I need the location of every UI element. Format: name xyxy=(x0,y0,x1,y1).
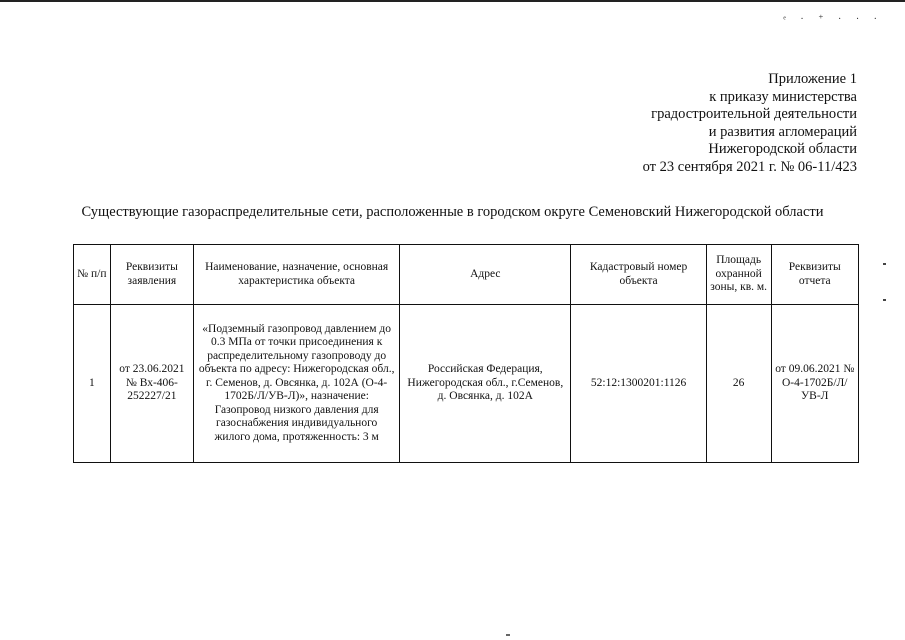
gas-network-table xyxy=(73,244,859,463)
appendix-line: Приложение 1 xyxy=(768,71,857,87)
appendix-line: Нижегородской области xyxy=(708,141,857,157)
header-report: Реквизиты отчета xyxy=(771,245,858,305)
appendix-header xyxy=(643,71,857,176)
header-name: Наименование, назначение, основная характеристика объекта xyxy=(194,245,400,305)
appendix-line: градостроительной деятельности xyxy=(651,106,857,122)
header-address: Адрес xyxy=(400,245,571,305)
header-requisites: Реквизиты заявления xyxy=(110,245,194,305)
cell-name: «Подземный газопровод давлением до 0.3 МПа от точки присоединения к распределительному газопроводу до объекта по адресу: Нижегородская обл., г. Семенов, д. Овсянка, д. 102А (О-4-1702Б/Л/УВ-Л)», назначение: Газопровод низкого давления для газоснабжения индивидуального жилого дома, протяженность: 3 м xyxy=(194,305,400,463)
cell-cadastral: 52:12:1300201:1126 xyxy=(571,305,706,463)
table-row xyxy=(74,305,859,463)
cell-address: Российская Федерация, Нижегородская обл., г.Семенов, д. Овсянка, д. 102А xyxy=(400,305,571,463)
table-header-row xyxy=(74,245,859,305)
scan-dot xyxy=(883,263,886,265)
header-area: Площадь охранной зоны, кв. м. xyxy=(706,245,771,305)
appendix-line: от 23 сентября 2021 г. № 06-11/423 xyxy=(642,158,857,175)
document-title: Существующие газораспределительные сети, расположенные в городском округе Семеновский Нижегородской области xyxy=(81,204,824,220)
cell-area: 26 xyxy=(706,305,771,463)
cell-report: от 09.06.2021 № О-4-1702Б/Л/УВ-Л xyxy=(771,305,858,463)
scan-dot xyxy=(883,299,886,301)
scan-edge xyxy=(0,0,905,2)
scan-noise-marks: ᵉ · ⁺ · · · xyxy=(783,14,883,25)
header-num: № п/п xyxy=(74,245,111,305)
appendix-line: к приказу министерства xyxy=(709,88,857,105)
cell-requisites: от 23.06.2021 № Вх-406-252227/21 xyxy=(110,305,194,463)
scan-dot xyxy=(506,634,510,636)
cell-num: 1 xyxy=(74,305,111,463)
appendix-line: и развития агломераций xyxy=(708,123,857,140)
header-cadastral: Кадастровый номер объекта xyxy=(571,245,706,305)
